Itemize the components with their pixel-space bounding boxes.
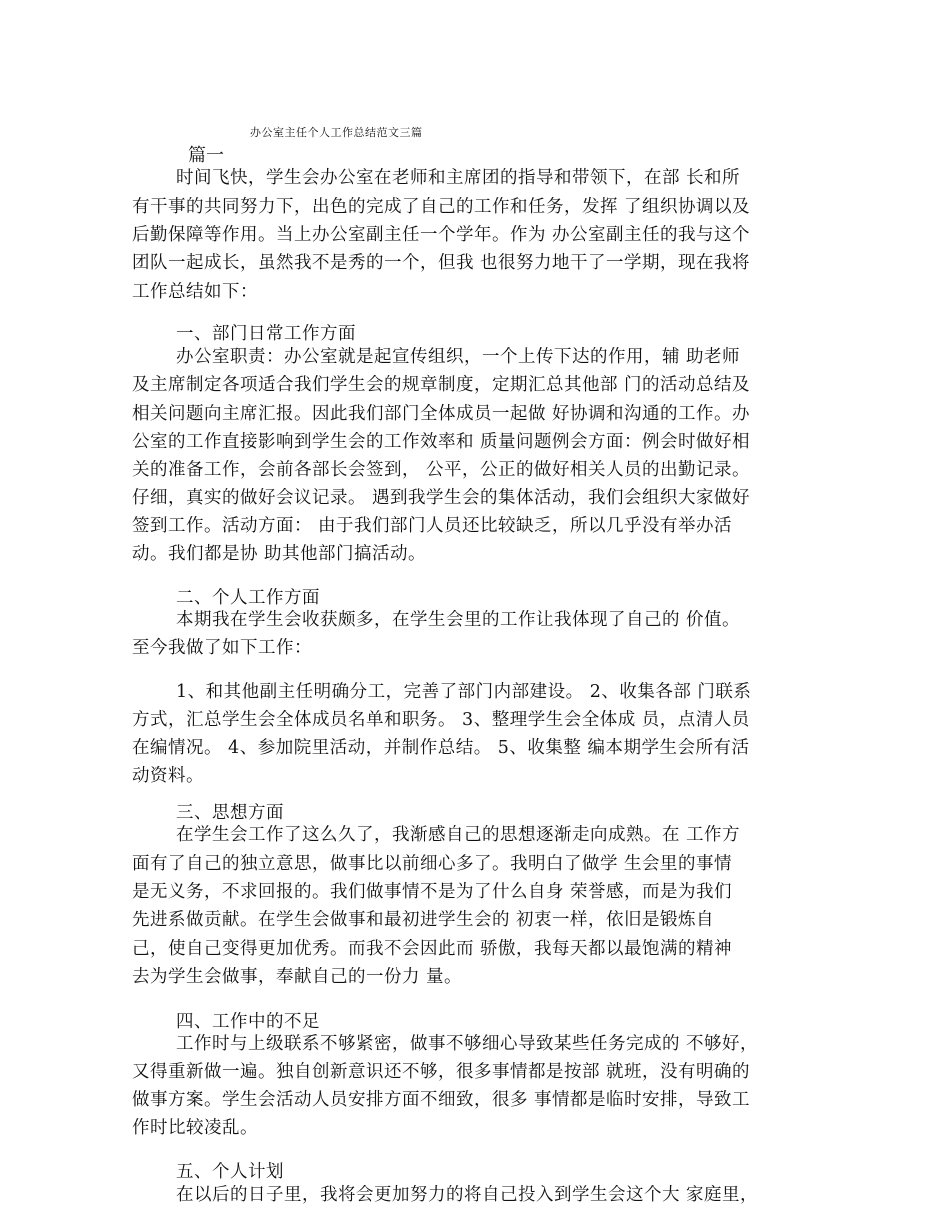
paragraph-line: 是无义务，不求回报的。我们做事情不是为了什么自身 荣誉感，而是为我们 [132,882,733,902]
paragraph-line: 时间飞快，学生会办公室在老师和主席团的指导和带领下，在部 长和所 [176,168,741,188]
paragraph-line: 后勤保障等作用。当上办公室副主任一个学年。作为 办公室副主任的我与这个 [132,225,751,245]
paragraph-line: 办公室职责：办公室就是起宣传组织，一个上传下达的作用，辅 助老师 [176,347,741,367]
paragraph-line: 1、和其他副主任明确分工，完善了部门内部建设。 2、收集各部 门联系 [176,682,752,702]
paragraph-line: 面有了自己的独立意思，做事比以前细心多了。我明白了做学 生会里的事情 [132,854,733,874]
paragraph-line: 方式，汇总学生会全体成员名单和职务。 3、整理学生会全体成 员，点清人员 [132,710,750,730]
paragraph-line: 签到工作。活动方面： 由于我们部门人员还比较缺乏，所以几乎没有举办活 [132,516,733,536]
section-heading: 二、个人工作方面 [176,588,320,608]
paragraph-line: 动资料。 [132,766,204,786]
paragraph-line: 先进系做贡献。在学生会做事和最初进学生会的 初衷一样，依旧是锻炼自 [132,910,715,930]
paragraph-line: 团队一起成长，虽然我不是秀的一个，但我 也很努力地干了一学期，现在我将 [132,253,751,273]
paragraph-line: 己，使自己变得更加优秀。而我不会因此而 骄傲，我每天都以最饱满的精神 [132,939,733,959]
paragraph-line: 至今我做了如下工作： [132,638,312,658]
paragraph-line: 在编情况。 4、参加院里活动，并制作总结。 5、收集整 编本期学生会所有活 [132,738,750,758]
paragraph-line: 在学生会工作了这么久了，我渐感自己的思想逐渐走向成熟。在 工作方 [176,825,741,845]
paragraph-line: 工作时与上级联系不够紧密，做事不够细心导致某些任务完成的 不够好， [176,1034,759,1054]
paragraph-line: 去为学生会做事，奉献自己的一份力 量。 [132,967,463,987]
section-heading: 一、部门日常工作方面 [176,324,356,344]
part-heading: 篇一 [188,145,224,166]
paragraph-line: 关的准备工作，会前各部长会签到， 公平，公正的做好相关人员的出勤记录。 [132,460,751,480]
paragraph-line: 又得重新做一遍。独自创新意识还不够，很多事情都是按部 就班，没有明确的 [132,1062,751,1082]
paragraph-line: 仔细，真实的做好会议记录。 遇到我学生会的集体活动，我们会组织大家做好 [132,488,751,508]
paragraph-line: 动。我们都是协 助其他部门搞活动。 [132,544,427,564]
paragraph-line: 及主席制定各项适合我们学生会的规章制度，定期汇总其他部 门的活动总结及 [132,375,751,395]
section-heading: 四、工作中的不足 [176,1012,320,1032]
section-heading: 三、思想方面 [176,803,284,823]
paragraph-line: 本期我在学生会收获颇多，在学生会里的工作让我体现了自己的 价值。 [176,610,741,630]
paragraph-line: 有干事的共同努力下，出色的完成了自己的工作和任务，发挥 了组织协调以及 [132,197,751,217]
paragraph-line: 公室的工作直接影响到学生会的工作效率和 质量问题例会方面：例会时做好相 [132,432,751,452]
paragraph-line: 相关问题向主席汇报。因此我们部门全体成员一起做 好协调和沟通的工作。办 [132,404,751,424]
section-heading: 五、个人计划 [176,1162,284,1182]
paragraph-line: 在以后的日子里，我将会更加努力的将自己投入到学生会这个大 家庭里， [176,1185,759,1205]
document-title: 办公室主任个人工作总结范文三篇 [250,126,423,139]
paragraph-line: 作时比较凌乱。 [132,1118,258,1138]
paragraph-line: 做事方案。学生会活动人员安排方面不细致，很多 事情都是临时安排，导致工 [132,1090,751,1110]
paragraph-line: 工作总结如下： [132,282,258,302]
